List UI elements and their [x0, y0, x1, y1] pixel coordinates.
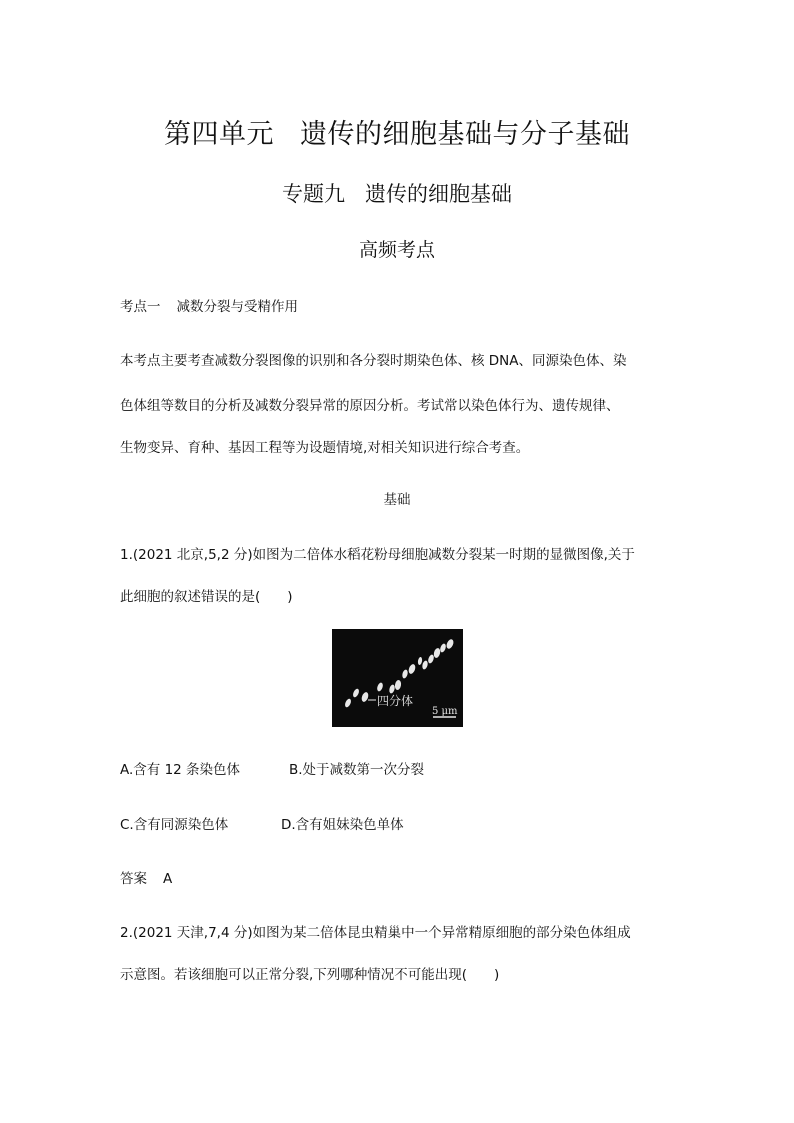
chromosome-mark	[376, 682, 384, 692]
chromosome-mark	[427, 654, 435, 664]
chromosome-mark	[344, 698, 352, 708]
q1-option-c: C.含有同源染色体	[120, 817, 229, 833]
topic-title	[0, 178, 794, 208]
chromosome-mark	[360, 691, 369, 702]
unit-title-name: 遗传的细胞基础与分子基础	[300, 119, 630, 150]
q1-option-d: D.含有姐妹染色单体	[281, 817, 404, 833]
q2-line-2: 示意图。若该细胞可以正常分裂,下列哪种情况不可能出现( )	[120, 967, 500, 983]
point-label-prefix: 考点一	[120, 299, 161, 315]
point-label	[120, 295, 298, 315]
chromosome-mark	[388, 684, 395, 694]
micrograph-figure	[332, 629, 463, 727]
topic-title-prefix: 专题九	[282, 182, 345, 206]
q1-option-a: A.含有 12 条染色体	[120, 762, 241, 778]
section-title: 高频考点	[358, 239, 435, 261]
topic-title-name: 遗传的细胞基础	[365, 182, 512, 206]
chromosome-mark	[439, 643, 447, 653]
intro-line-3: 生物变异、育种、基因工程等为设题情境,对相关知识进行综合考查。	[120, 440, 530, 456]
unit-title-prefix: 第四单元	[164, 119, 274, 150]
q1-line-2: 此细胞的叙述错误的是( )	[120, 589, 293, 605]
intro-line-2: 色体组等数目的分析及减数分裂异常的原因分析。考试常以染色体行为、遗传规律、	[120, 398, 620, 414]
chromosome-mark	[417, 657, 422, 666]
micrograph-image	[332, 629, 463, 727]
answer-label: 答案	[120, 871, 147, 887]
unit-title	[0, 112, 794, 151]
q1-option-b: B.处于减数第一次分裂	[289, 762, 425, 778]
q1-answer	[120, 867, 172, 887]
answer-value: A	[163, 871, 173, 887]
q2-line-1: 2.(2021 天津,7,4 分)如图为某二倍体昆虫精巢中一个异常精原细胞的部分染色体组成	[120, 925, 631, 941]
chromosome-mark	[433, 647, 441, 658]
chromosome-mark	[401, 669, 408, 679]
intro-line-1: 本考点主要考查减数分裂图像的识别和各分裂时期染色体、核 DNA、同源染色体、染	[120, 353, 627, 369]
figure-label: 四分体	[377, 694, 414, 708]
q1-line-1: 1.(2021 北京,5,2 分)如图为二倍体水稻花粉母细胞减数分裂某一时期的显微图像,关于	[120, 547, 635, 563]
level-label: 基础	[383, 492, 411, 508]
chromosome-mark	[407, 663, 416, 674]
chromosome-mark	[352, 688, 360, 698]
chromosome-mark	[394, 680, 402, 691]
chromosome-mark	[421, 660, 428, 670]
point-label-name: 减数分裂与受精作用	[176, 299, 298, 315]
chromosome-mark	[445, 638, 455, 650]
scale-label: 5 μm	[432, 706, 458, 717]
